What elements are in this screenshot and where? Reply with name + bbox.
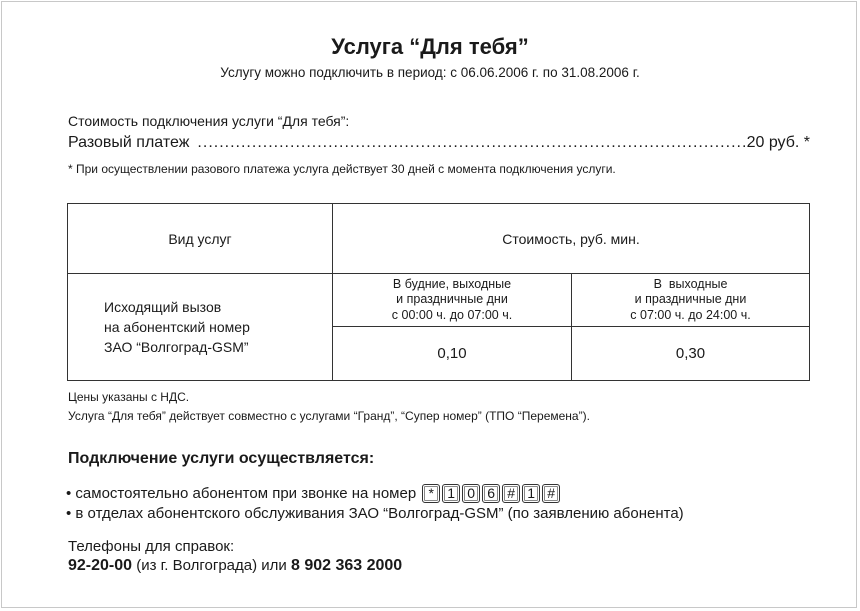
bullet-text: • самостоятельно абонентом при звонке на номер [66, 485, 417, 502]
period-line: и праздничные дни [634, 292, 747, 307]
cost-label: Стоимость подключения услуги “Для тебя”: [68, 113, 350, 129]
contacts-phones [68, 557, 402, 575]
key-digit: 1 [522, 484, 540, 503]
contacts-label: Телефоны для справок: [68, 538, 235, 555]
header-service: Вид услуг [68, 204, 333, 274]
price-night: 0,10 [333, 327, 572, 381]
payment-row [68, 134, 810, 152]
page-title: Услуга “Для тебя” [331, 34, 529, 59]
phone-local: 92-20-00 [68, 557, 133, 574]
service-line: на абонентский номер [104, 319, 250, 335]
period-line: с 00:00 ч. до 07:00 ч. [391, 307, 513, 322]
period-day [572, 274, 810, 327]
period-night [333, 274, 572, 327]
payment-note: * При осуществлении разового платежа услуга действует 30 дней с момента подключения услуги. [68, 162, 616, 176]
key-hash: # [502, 484, 520, 503]
key-digit: 6 [482, 484, 500, 503]
key-hash: # [542, 484, 560, 503]
service-line: ЗАО “Волгоград-GSM” [104, 339, 249, 355]
compat-note: Услуга “Для тебя” действует совместно с услугами “Гранд”, “Супер номер” (ТПО “Перемена”). [68, 409, 590, 423]
payment-label: Разовый платеж [68, 134, 190, 151]
activation-bullet-phone [66, 484, 560, 503]
key-digit: 1 [442, 484, 460, 503]
key-star: * [422, 484, 440, 503]
price-day: 0,30 [572, 327, 810, 381]
service-description [68, 274, 333, 381]
dot-leader [197, 134, 744, 152]
payment-value: 20 руб. * [746, 134, 810, 151]
period-line: с 07:00 ч. до 24:00 ч. [630, 307, 751, 322]
key-digit: 0 [462, 484, 480, 503]
vat-note: Цены указаны с НДС. [68, 390, 190, 404]
price-table [67, 203, 810, 381]
activation-heading: Подключение услуги осуществляется: [68, 450, 375, 467]
phone-note: (из г. Волгограда) или [136, 557, 287, 574]
period-line: В будние, выходные [392, 276, 512, 291]
period-line: и праздничные дни [396, 292, 508, 307]
activation-bullet-office: • в отделах абонентского обслуживания ЗАО “Волгоград-GSM” (по заявлению абонента) [66, 505, 684, 522]
ussd-code [422, 484, 560, 503]
period-line: В выходные [653, 276, 728, 291]
page-subtitle: Услугу можно подключить в период: с 06.06.2006 г. по 31.08.2006 г. [220, 65, 640, 80]
header-cost: Стоимость, руб. мин. [333, 204, 810, 274]
service-line: Исходящий вызов [104, 299, 222, 315]
phone-mobile: 8 902 363 2000 [290, 557, 403, 574]
